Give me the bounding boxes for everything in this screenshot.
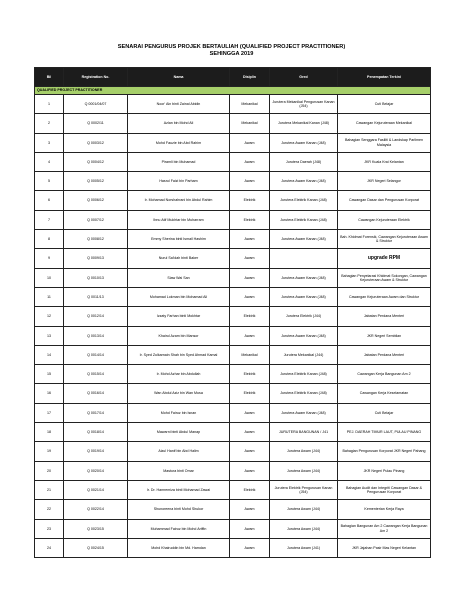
cell-nama: Hasrul Faizi bin Parham [128, 172, 230, 191]
cell-gred: Jurutera Elektrik Pengurusan Kanan (J54) [270, 480, 338, 499]
cell-nama: Mohd Khairuddin bin Md. Hamdan [128, 538, 230, 557]
cell-disiplin: Awam [230, 326, 270, 345]
cell-nama: Noor' Ain binti Zainal Abidin [128, 95, 230, 114]
cell-registration-no: Q 0008/12 [64, 230, 128, 249]
cell-registration-no: Q 0001/04/07 [64, 95, 128, 114]
cell-registration-no: Q 0022/14 [64, 500, 128, 519]
cell-penempatan: Kementerian Kerja Raya [338, 500, 431, 519]
cell-nama: Khairul Azam bin Mansor [128, 326, 230, 345]
cell-bil: 7 [35, 210, 64, 229]
cell-penempatan: JKR Negeri Sembilan [338, 326, 431, 345]
cell-penempatan: Jabatan Perdana Menteri [338, 345, 431, 364]
cell-bil: 22 [35, 500, 64, 519]
cell-penempatan: Bahagian Audit dan Integriti Cawangan Dasar & Pengurusan Korporat [338, 480, 431, 499]
title-line-2: SEHINGGA 2019 [209, 50, 254, 57]
section-label: QUALIFIED PROJECT PRACTITIONER [35, 87, 431, 95]
cell-registration-no: Q 0017/14 [64, 403, 128, 422]
cell-bil: 19 [35, 442, 64, 461]
table-row [35, 230, 431, 249]
cell-registration-no: Q 0024/15 [64, 538, 128, 557]
cell-nama: Siaw Wai San [128, 268, 230, 287]
cell-bil: 13 [35, 326, 64, 345]
table-row [35, 365, 431, 384]
cell-disiplin: Awam [230, 249, 270, 268]
cell-registration-no: Q 0004/12 [64, 152, 128, 171]
cell-nama: Mohd Fauzie bin Abd Rahim [128, 133, 230, 152]
cell-bil: 14 [35, 345, 64, 364]
table-row [35, 268, 431, 287]
cell-gred: Jurutera Elektrik Kanan (J48) [270, 384, 338, 403]
table-row [35, 461, 431, 480]
cell-bil: 15 [35, 365, 64, 384]
cell-nama: Ir. Mohamad Norshahrani bin Abdul Rahim [128, 191, 230, 210]
cell-bil: 1 [35, 95, 64, 114]
cell-penempatan: JKR Negeri Pulau Pinang [338, 461, 431, 480]
cell-nama: Ir. Dr. Hamremiza binti Mohamad Zawai [128, 480, 230, 499]
cell-disiplin: Awam [230, 287, 270, 306]
cell-gred: Jurutera Awam (J44) [270, 442, 338, 461]
cell-penempatan: Bahagian Senggara Fasiliti & Landskap Parlimen Malaysia [338, 133, 431, 152]
cell-penempatan: Cawangan Kejuruteraan Awam dan Struktur [338, 287, 431, 306]
cell-disiplin: Awam [230, 500, 270, 519]
cell-registration-no: Q 0018/14 [64, 423, 128, 442]
cell-bil: 9 [35, 249, 64, 268]
table-row [35, 403, 431, 422]
cell-nama: Mawarni binti Abdul Manap [128, 423, 230, 442]
table-row [35, 133, 431, 152]
cell-nama: Mohamad Lokman bin Mohamad Ali [128, 287, 230, 306]
cell-gred: Jurutera Elektrik Kanan (J48) [270, 210, 338, 229]
cell-nama: Mastura binti Omar [128, 461, 230, 480]
cell-bil: 8 [35, 230, 64, 249]
cell-bil: 10 [35, 268, 64, 287]
cell-gred: Jurutera Awam Kanan (J48) [270, 268, 338, 287]
cell-nama: Shunoreena binti Mohd Shukor [128, 500, 230, 519]
cell-bil: 17 [35, 403, 64, 422]
table-row [35, 172, 431, 191]
cell-gred: Jurutera Elektrik Kanan (J48) [270, 365, 338, 384]
table-header-row [35, 68, 431, 87]
cell-disiplin: Awam [230, 172, 270, 191]
table-row [35, 307, 431, 326]
cell-penempatan: Bahagian Pengurusan Korporat JKR Negeri Pahang [338, 442, 431, 461]
table-row [35, 326, 431, 345]
cell-nama: Azlan bin Mohd Ali [128, 114, 230, 133]
cell-bil: 18 [35, 423, 64, 442]
cell-disiplin: Awam [230, 519, 270, 538]
cell-registration-no: Q 0019/14 [64, 442, 128, 461]
cell-disiplin: Mekanikal [230, 95, 270, 114]
header-gred: Gred [270, 68, 338, 87]
cell-registration-no: Q 0006/12 [64, 191, 128, 210]
cell-nama: Mohd Fairuz bin Isnan [128, 403, 230, 422]
cell-disiplin: Awam [230, 133, 270, 152]
cell-bil: 5 [35, 172, 64, 191]
table-row [35, 500, 431, 519]
cell-bil: 23 [35, 519, 64, 538]
cell-registration-no: Q 0009/13 [64, 249, 128, 268]
cell-gred: Jurutera Mekanikal (J44) [270, 345, 338, 364]
cell-registration-no: Q 0007/12 [64, 210, 128, 229]
table-row [35, 114, 431, 133]
cell-disiplin: Elektrik [230, 480, 270, 499]
cell-gred: Jurutera Daerah (J48) [270, 152, 338, 171]
cell-disiplin: Mekanikal [230, 114, 270, 133]
cell-registration-no: Q 0014/14 [64, 345, 128, 364]
cell-registration-no: Q 0012/14 [64, 307, 128, 326]
cell-nama: Ibnu Atif Mukhtar bin Muharram [128, 210, 230, 229]
cell-penempatan: Cawangan Kejuruteraan Mekanikal [338, 114, 431, 133]
cell-disiplin: Awam [230, 230, 270, 249]
cell-gred: Jurutera Awam (J44) [270, 500, 338, 519]
header-disiplin: Disiplin [230, 68, 270, 87]
cell-disiplin: Awam [230, 423, 270, 442]
header-bil: Bil [35, 68, 64, 87]
header-penempatan: Penempatan Terkini [338, 68, 431, 87]
cell-penempatan: JKR Negeri Selangor [338, 172, 431, 191]
cell-penempatan: JKR Jajahan Pasir Mas Negeri Kelantan [338, 538, 431, 557]
cell-registration-no: Q 0015/14 [64, 365, 128, 384]
document-title [0, 44, 463, 57]
table-row [35, 152, 431, 171]
cell-gred: Jurutera Awam Kanan (J48) [270, 326, 338, 345]
table-row [35, 191, 431, 210]
cell-nama: Wan Abdul Aziz bin Wan Musa [128, 384, 230, 403]
cell-disiplin: Awam [230, 268, 270, 287]
cell-penempatan: Jabatan Perdana Menteri [338, 307, 431, 326]
cell-disiplin: Mekanikal [230, 345, 270, 364]
cell-disiplin: Elektrik [230, 210, 270, 229]
cell-disiplin: Awam [230, 461, 270, 480]
cell-disiplin: Awam [230, 403, 270, 422]
cell-bil: 6 [35, 191, 64, 210]
cell-nama: Ir. Mohd Azhar bin Abdullah [128, 365, 230, 384]
cell-nama: Nurul Sa'idah binti Baker [128, 249, 230, 268]
cell-penempatan: Bahagian Bangunan Am 2 Cawangan Kerja Bangunan Am 2 [338, 519, 431, 538]
cell-gred: Jurutera Elektrik (J44) [270, 307, 338, 326]
cell-penempatan: Cawangan Kerja Bangunan Am 2 [338, 365, 431, 384]
cell-disiplin: Elektrik [230, 307, 270, 326]
header-registration-no: Registration No. [64, 68, 128, 87]
cell-penempatan: PEJ. DAERAH TIMUR LAUT, PULAU PINANG [338, 423, 431, 442]
section-row [35, 87, 431, 95]
cell-penempatan: Cawangan Kerja Keselamatan [338, 384, 431, 403]
cell-bil: 2 [35, 114, 64, 133]
cell-nama: Ir. Syed Zulkarnain Shah bin Syed Ahmad Kamal [128, 345, 230, 364]
cell-penempatan: Cawangan Dasar dan Pengurusan Korporat [338, 191, 431, 210]
cell-bil: 21 [35, 480, 64, 499]
cell-gred: Jurutera Awam Kanan (J48) [270, 287, 338, 306]
cell-penempatan: Bah. Khidmat Forensik, Cawangan Kejuruteraan Awam & Struktur [338, 230, 431, 249]
table-row [35, 249, 431, 268]
cell-gred: Jurutera Awam (J41) [270, 538, 338, 557]
cell-gred: Jurutera Mekanikal Pengurusan Kanan (J54) [270, 95, 338, 114]
table-row [35, 519, 431, 538]
cell-bil: 3 [35, 133, 64, 152]
cell-gred: Jurutera Awam (J44) [270, 461, 338, 480]
table-row [35, 442, 431, 461]
cell-nama: Aizul Hanif bin Abd Halim [128, 442, 230, 461]
cell-gred: Jurutera Awam Kanan (J48) [270, 403, 338, 422]
table-row [35, 345, 431, 364]
cell-gred: Jurutera Awam (J44) [270, 519, 338, 538]
table-row [35, 210, 431, 229]
table-row [35, 95, 431, 114]
cell-registration-no: Q 0013/14 [64, 326, 128, 345]
qpp-table [34, 67, 431, 558]
cell-penempatan: Cawangan Kejuruteraan Elektrik [338, 210, 431, 229]
cell-gred: Jurutera Elektrik Kanan (J48) [270, 191, 338, 210]
cell-nama: Izzaty Farhan binti Mokhtar [128, 307, 230, 326]
cell-gred: Jurutera Awam Kanan (J48) [270, 230, 338, 249]
cell-registration-no: Q 0020/14 [64, 461, 128, 480]
cell-nama: Piramli bin Muhamad [128, 152, 230, 171]
cell-disiplin: Awam [230, 538, 270, 557]
cell-penempatan: Bahagian Penyelarasi Khidmat Sokongan, Cawangan Kejuruteraan Awam & Struktur [338, 268, 431, 287]
cell-gred: Jurutera Mekanikal Kanan (J48) [270, 114, 338, 133]
title-line-1: SENARAI PENGURUS PROJEK BERTAULIAH (QUALIFIED PROJECT PRACTITIONER) [117, 44, 346, 50]
cell-registration-no: Q 0003/12 [64, 133, 128, 152]
cell-registration-no: Q 0002/11 [64, 114, 128, 133]
cell-penempatan: upgrade RPM [338, 249, 431, 268]
cell-gred [270, 249, 338, 268]
cell-disiplin: Awam [230, 442, 270, 461]
cell-registration-no: Q 0005/12 [64, 172, 128, 191]
cell-registration-no: Q 0011/13 [64, 287, 128, 306]
cell-bil: 16 [35, 384, 64, 403]
cell-disiplin: Elektrik [230, 384, 270, 403]
cell-registration-no: Q 0010/13 [64, 268, 128, 287]
cell-registration-no: Q 0023/15 [64, 519, 128, 538]
table-row [35, 423, 431, 442]
cell-bil: 12 [35, 307, 64, 326]
cell-gred: JURUTERA BANGUNAN / J41 [270, 423, 338, 442]
cell-bil: 24 [35, 538, 64, 557]
cell-penempatan: Cuti Belajar [338, 95, 431, 114]
cell-bil: 20 [35, 461, 64, 480]
cell-penempatan: Cuti Belajar [338, 403, 431, 422]
cell-nama: Emmy Sherina binti Ismail Hashim [128, 230, 230, 249]
cell-gred: Jurutera Awam Kanan (J48) [270, 133, 338, 152]
cell-gred: Jurutera Awam Kanan (J48) [270, 172, 338, 191]
cell-disiplin: Elektrik [230, 191, 270, 210]
cell-bil: 11 [35, 287, 64, 306]
cell-registration-no: Q 0021/14 [64, 480, 128, 499]
table-row [35, 480, 431, 499]
cell-registration-no: Q 0016/14 [64, 384, 128, 403]
header-nama: Nama [128, 68, 230, 87]
cell-penempatan: JKR Kuala Krai Kelantan [338, 152, 431, 171]
table-row [35, 384, 431, 403]
cell-disiplin: Awam [230, 152, 270, 171]
table-row [35, 287, 431, 306]
cell-bil: 4 [35, 152, 64, 171]
cell-nama: Muhammad Fairuz bin Mohd Ariffin [128, 519, 230, 538]
table-row [35, 538, 431, 557]
cell-disiplin: Elektrik [230, 365, 270, 384]
